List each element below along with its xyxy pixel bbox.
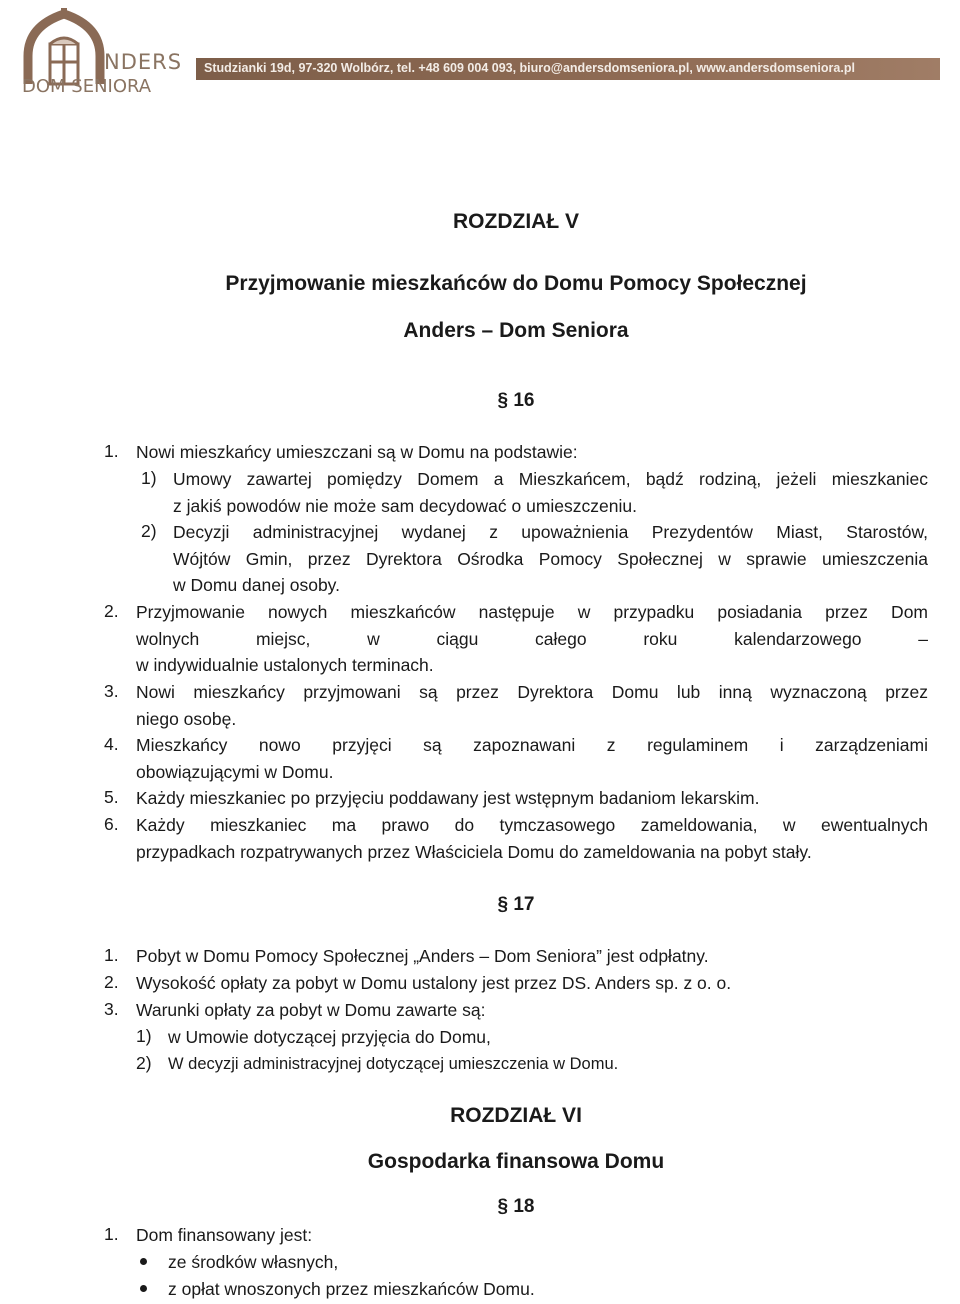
paragraph-18-sign: § 18 (497, 1196, 535, 1217)
sub-item-number: 1) (141, 468, 157, 488)
list-item-text: Przyjmowanie nowych mieszkańców następuje w przypadku posiadania przez Dom (136, 602, 928, 622)
bullet-item-text: ze środków własnych, (168, 1252, 339, 1272)
paragraph-17-sign: § 17 (497, 894, 535, 915)
sub-item-text: Decyzji administracyjnej wydanej z upoważnienia Prezydentów Miast, Starostów, (173, 522, 928, 542)
list-item-text: Wysokość opłaty za pobyt w Domu ustalony jest przez DS. Anders sp. z o. o. (136, 973, 732, 993)
bullet-item-text: z opłat wnoszonych przez mieszkańców Domu. (168, 1279, 535, 1299)
list-item-text: Warunki opłaty za pobyt w Domu zawarte są: (136, 1000, 486, 1020)
list-item-number: 1. (104, 441, 119, 461)
logo-subtitle: DOM SENIORA (22, 76, 152, 97)
contact-bar (196, 58, 940, 80)
list-item-number: 3. (104, 681, 119, 701)
sub-item-text: w Umowie dotyczącej przyjęcia do Domu, (168, 1027, 491, 1047)
bullet-icon (140, 1258, 147, 1265)
chapter-6-subtitle: Gospodarka finansowa Domu (367, 1150, 665, 1173)
sub-item-text: W decyzji administracyjnej dotyczącej umieszczenia w Domu. (168, 1055, 619, 1073)
list-item-number: 6. (104, 814, 119, 834)
chapter-6-title: ROZDZIAŁ VI (450, 1104, 582, 1127)
sub-item-number: 2) (136, 1053, 152, 1073)
sub-item-text: z jakiś powodów nie może sam decydować o umieszczeniu. (173, 495, 637, 516)
list-item-text: Nowi mieszkańcy przyjmowani są przez Dyrektora Domu lub inną wyznaczoną przez (136, 682, 928, 702)
sub-item-text: Wójtów Gmin, przez Dyrektora Ośrodka Pomocy Społecznej w sprawie umieszczenia (173, 548, 928, 569)
sub-item-number: 2) (141, 521, 157, 541)
list-item-text: obowiązującymi w Domu. (136, 761, 334, 782)
bullet-icon (140, 1285, 147, 1292)
contact-text: Studzianki 19d, 97-320 Wolbórz, tel. +48 609 004 093, biuro@andersdomseniora.pl, www.andersdomseniora.pl (204, 61, 855, 75)
list-item-number: 2. (104, 972, 119, 992)
paragraph-16-sign: § 16 (497, 390, 535, 411)
list-item-text: Pobyt w Domu Pomocy Społecznej „Anders – Dom Seniora” jest odpłatny. (136, 946, 709, 966)
list-item-text: przypadkach rozpatrywanych przez Właściciela Domu do zameldowania na pobyt stały. (136, 841, 812, 862)
sub-item-text: Umowy zawartej pomiędzy Domem a Mieszkańcem, bądź rodziną, jeżeli mieszkaniec (173, 469, 928, 489)
list-item-text: wolnych miejsc, w ciągu całego roku kalendarzowego – (136, 628, 928, 649)
chapter-5-subtitle-2: Anders – Dom Seniora (403, 319, 629, 342)
list-item-number: 2. (104, 601, 119, 621)
list-item-number: 4. (104, 734, 119, 754)
sub-item-text: w Domu danej osoby. (173, 575, 340, 596)
list-item-text: Dom finansowany jest: (136, 1225, 313, 1245)
list-item-text: Mieszkańcy nowo przyjęci są zapoznawani z regulaminem i zarządzeniami (136, 735, 928, 755)
list-item-number: 1. (104, 945, 119, 965)
list-item-number: 3. (104, 999, 119, 1019)
chapter-5-title: ROZDZIAŁ V (453, 210, 579, 233)
list-item-text: w indywidualnie ustalonych terminach. (136, 655, 434, 676)
list-item-text: Nowi mieszkańcy umieszczani są w Domu na podstawie: (136, 442, 578, 462)
list-item-text: Każdy mieszkaniec po przyjęciu poddawany jest wstępnym badaniom lekarskim. (136, 788, 760, 808)
chapter-5-subtitle: Przyjmowanie mieszkańców do Domu Pomocy Społecznej (225, 272, 807, 295)
list-item-number: 1. (104, 1224, 119, 1244)
list-item-text: niego osobę. (136, 708, 237, 729)
letterhead (0, 0, 960, 100)
sub-item-number: 1) (136, 1026, 152, 1046)
list-item-text: Każdy mieszkaniec ma prawo do tymczasowego zameldowania, w ewentualnych (136, 815, 928, 835)
list-item-number: 5. (104, 787, 119, 807)
logo-wordmark: NDERS (104, 50, 183, 74)
